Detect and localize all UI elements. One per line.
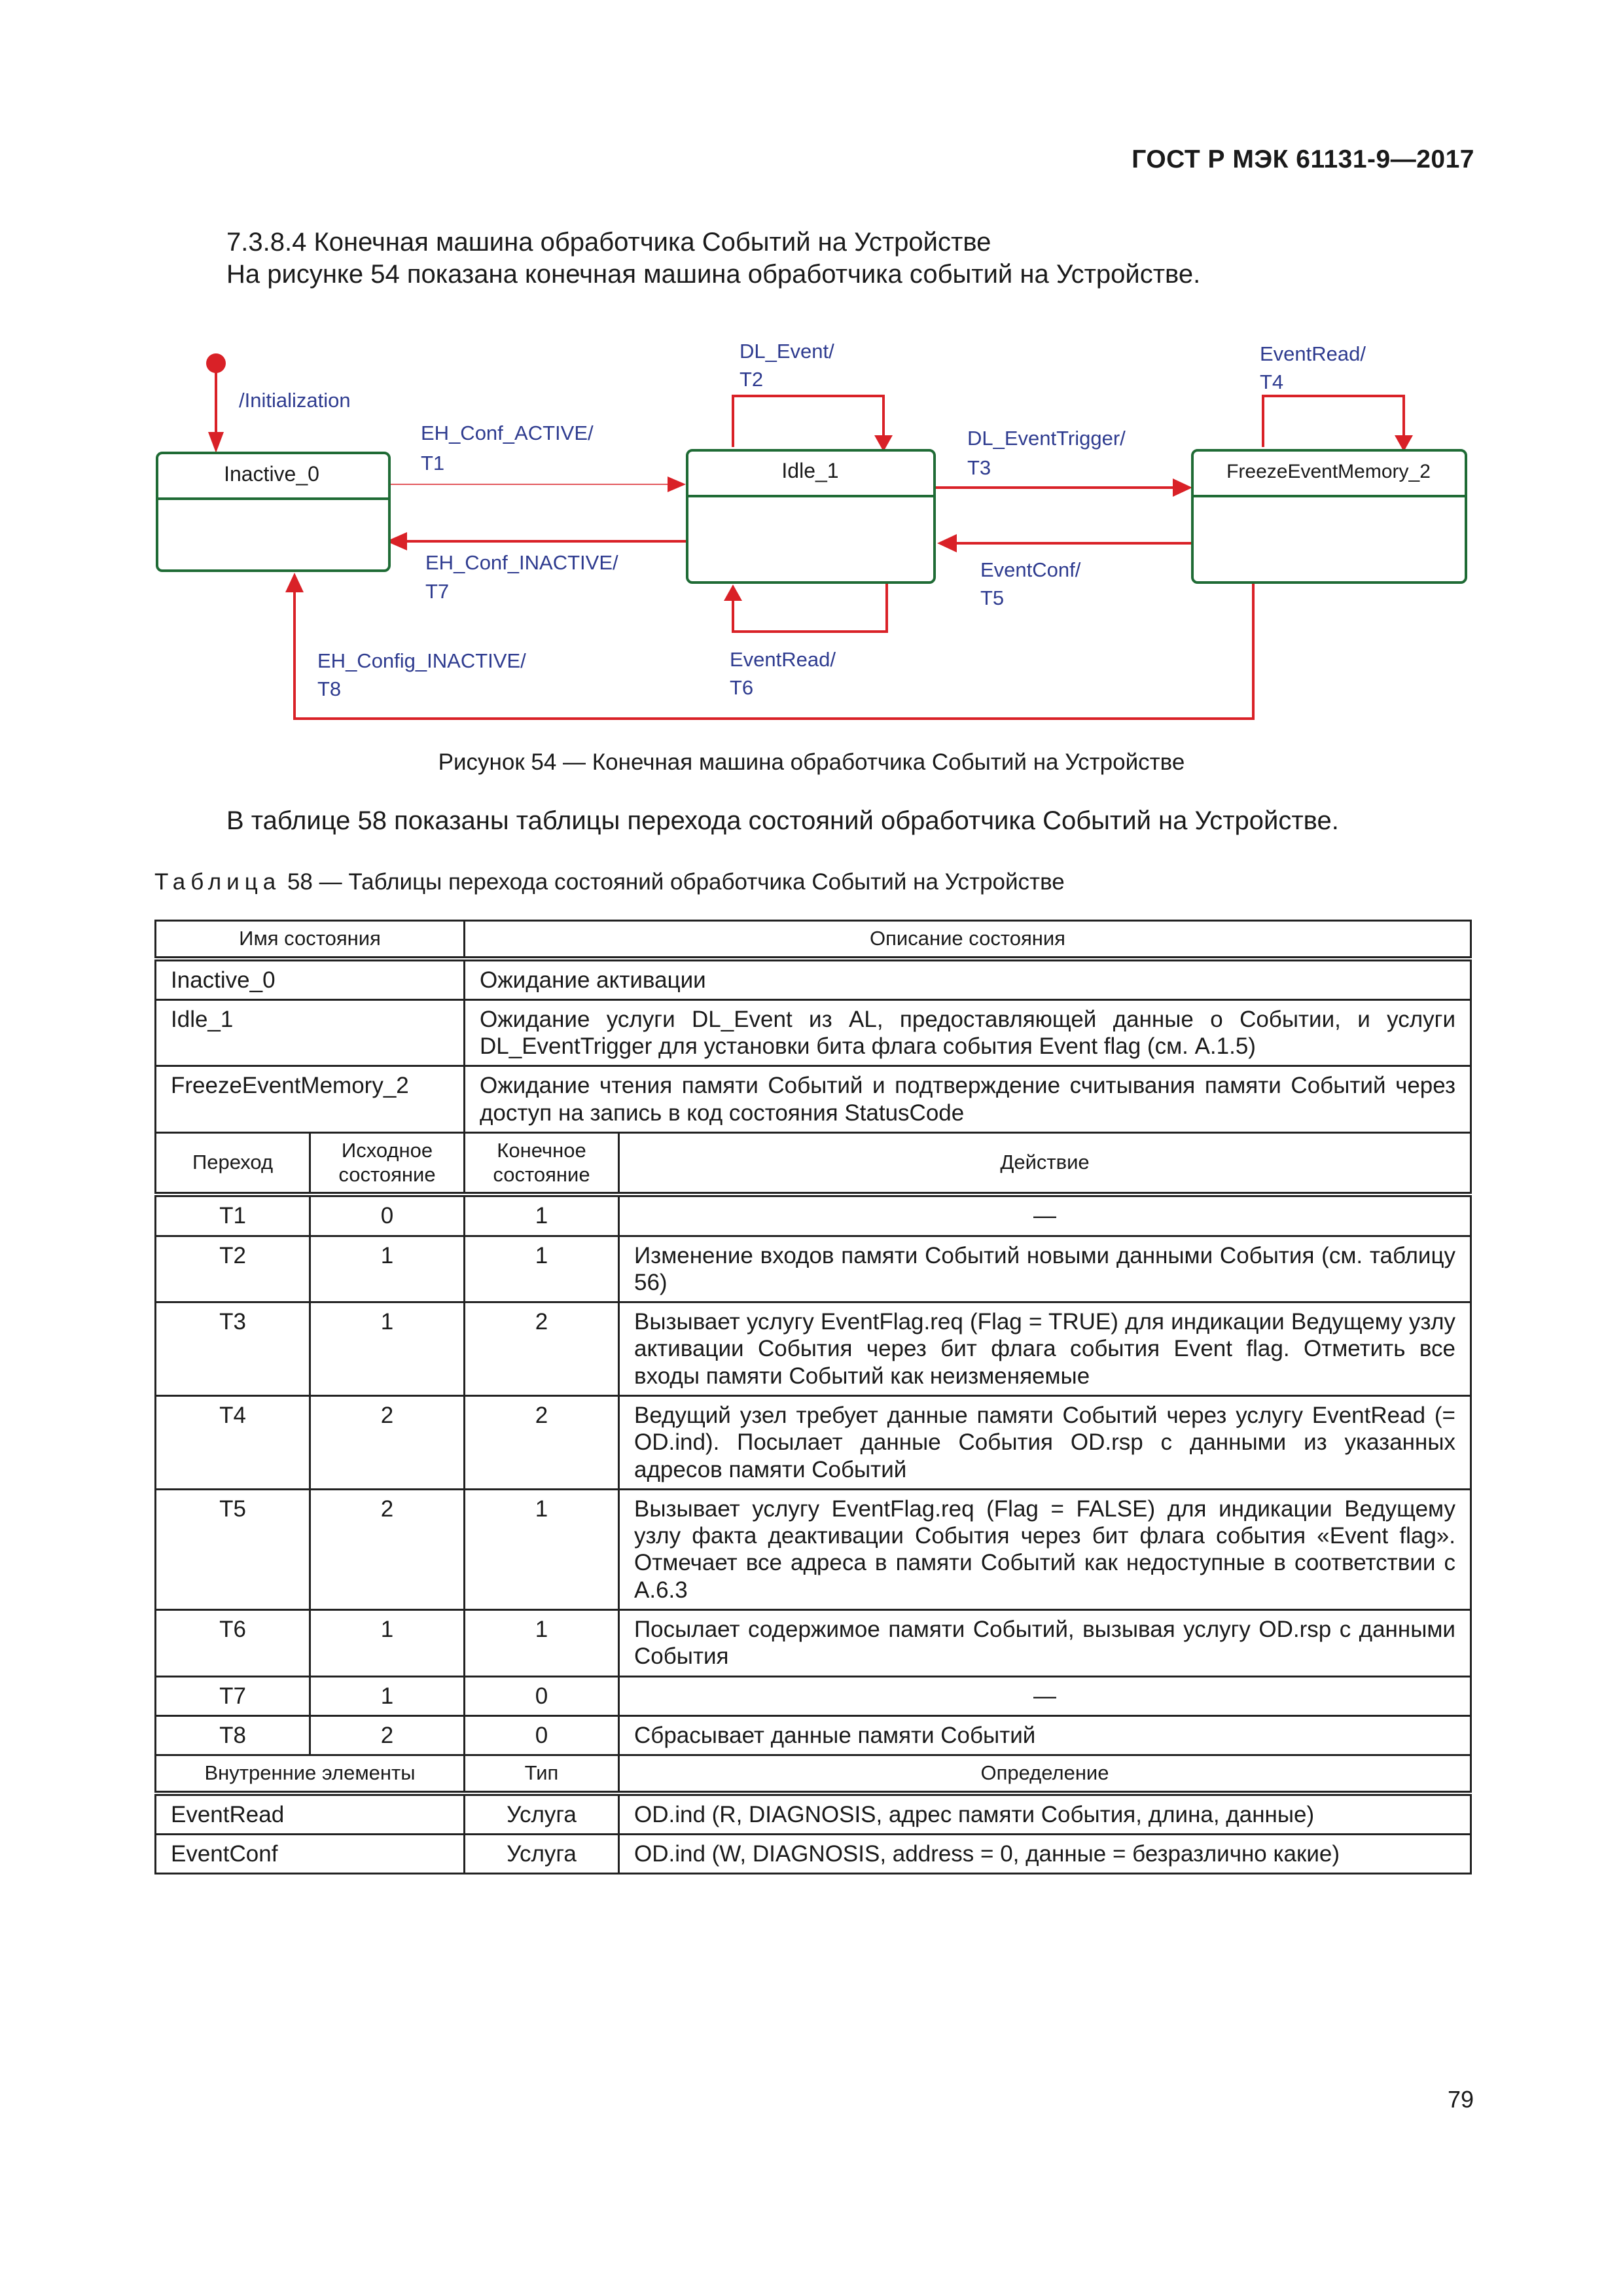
t3-label-b: T3 <box>967 456 991 479</box>
t6-loop <box>733 583 887 632</box>
target-state-cell: 2 <box>465 1396 619 1490</box>
t1-label-b: T1 <box>421 452 445 475</box>
source-state-cell: 1 <box>310 1610 465 1677</box>
transition-id-cell: T2 <box>156 1236 310 1302</box>
action-cell: Ведущий узел требует данные памяти Событий через услугу EventRead (= OD.ind). Посылает данные События OD.rsp с данными из указанных адресов памяти Событий <box>619 1396 1471 1490</box>
t5-label-b: T5 <box>980 586 1005 609</box>
t2-label-b: T2 <box>740 368 764 391</box>
transition-header-row <box>156 1133 1471 1195</box>
target-state-cell: 1 <box>465 1610 619 1677</box>
init-arrowhead <box>208 432 224 453</box>
table-intro-paragraph: В таблице 58 показаны таблицы перехода состояний обработчика Событий на Устройстве. <box>226 806 1339 835</box>
t7-label-a: EH_Conf_INACTIVE/ <box>425 551 618 574</box>
t4-loop <box>1263 396 1404 447</box>
target-state-cell: 2 <box>465 1302 619 1396</box>
target-state-cell: 1 <box>465 1194 619 1236</box>
table-caption-text: 58 — Таблицы перехода состояний обработчика Событий на Устройстве <box>287 869 1065 895</box>
table-row <box>156 1715 1471 1755</box>
state-description-cell: Ожидание чтения памяти Событий и подтверждение считывания памяти Событий через доступ на запись в код состояния StatusCode <box>465 1066 1471 1133</box>
table-header-row <box>156 921 1471 959</box>
header-definition: Определение <box>619 1755 1471 1793</box>
action-cell: Вызывает услугу EventFlag.req (Flag = TRUE) для индикации Ведущему узлу активации События через бит флага события Event flag. Отметить все входы памяти Событий как неизменяемые <box>619 1302 1471 1396</box>
t8-arrowhead <box>285 573 304 592</box>
t2-label-a: DL_Event/ <box>740 340 834 363</box>
source-state-cell: 0 <box>310 1194 465 1236</box>
page-number: 79 <box>1447 2086 1474 2113</box>
section-heading: 7.3.8.4 Конечная машина обработчика Событий на Устройстве <box>226 228 991 257</box>
action-cell: Изменение входов памяти Событий новыми данными События (см. таблицу 56) <box>619 1236 1471 1302</box>
state-name-cell: Idle_1 <box>156 999 465 1066</box>
table-row <box>156 1194 1471 1236</box>
initial-state-dot <box>206 353 226 373</box>
internal-element-cell: EventConf <box>156 1835 465 1874</box>
state-description-cell: Ожидание услуги DL_Event из AL, предоставляющей данные о Событии, и услуги DL_EventTrigger для установки бита флага события Event flag (см. A.1.5) <box>465 999 1471 1066</box>
t1-label-a: EH_Conf_ACTIVE/ <box>421 422 594 444</box>
table-caption-word: Таблица <box>154 869 281 895</box>
source-state-cell: 1 <box>310 1236 465 1302</box>
transition-id-cell: T4 <box>156 1396 310 1490</box>
header-transition: Переход <box>156 1133 310 1195</box>
action-cell: — <box>619 1676 1471 1715</box>
header-state-description: Описание состояния <box>465 921 1471 959</box>
header-source-state: Исходное состояние <box>310 1133 465 1195</box>
internal-definition-cell: OD.ind (R, DIAGNOSIS, адрес памяти События, длина, данные) <box>619 1793 1471 1835</box>
t6-arrowhead <box>724 584 742 601</box>
table-row <box>156 999 1471 1066</box>
table-caption <box>154 869 1065 895</box>
state-label-freeze: FreezeEventMemory_2 <box>1226 461 1431 482</box>
state-label-inactive: Inactive_0 <box>224 462 319 486</box>
target-state-cell: 0 <box>465 1676 619 1715</box>
state-label-idle: Idle_1 <box>781 459 839 482</box>
internal-element-cell: EventRead <box>156 1793 465 1835</box>
t4-label-a: EventRead/ <box>1260 342 1366 365</box>
table-row <box>156 1489 1471 1609</box>
state-name-cell: Inactive_0 <box>156 959 465 1000</box>
t3-label-a: DL_EventTrigger/ <box>967 427 1126 450</box>
t1-arrowhead <box>668 476 686 492</box>
header-action: Действие <box>619 1133 1471 1195</box>
internal-type-cell: Услуга <box>465 1835 619 1874</box>
table-row <box>156 1610 1471 1677</box>
t7-label-b: T7 <box>425 580 450 603</box>
header-type: Тип <box>465 1755 619 1793</box>
target-state-cell: 0 <box>465 1715 619 1755</box>
action-cell: Посылает содержимое памяти Событий, вызывая услугу OD.rsp с данными События <box>619 1610 1471 1677</box>
action-cell: Вызывает услугу EventFlag.req (Flag = FALSE) для индикации Ведущему узлу факта деактивации События через бит флага события «Event flag». Отмечает все адреса в памяти Событий как недоступные в соответствии с A.6.3 <box>619 1489 1471 1609</box>
table-row <box>156 1066 1471 1133</box>
target-state-cell: 1 <box>465 1489 619 1609</box>
table-row <box>156 1236 1471 1302</box>
transition-id-cell: T3 <box>156 1302 310 1396</box>
source-state-cell: 2 <box>310 1715 465 1755</box>
transition-id-cell: T6 <box>156 1610 310 1677</box>
t8-label-a: EH_Config_INACTIVE/ <box>317 649 526 672</box>
table-row <box>156 959 1471 1000</box>
t5-label-a: EventConf/ <box>980 558 1081 581</box>
transition-id-cell: T7 <box>156 1676 310 1715</box>
t8-label-b: T8 <box>317 677 342 700</box>
header-target-state: Конечное состояние <box>465 1133 619 1195</box>
state-description-cell: Ожидание активации <box>465 959 1471 1000</box>
state-transition-table <box>154 920 1472 1874</box>
figure-caption: Рисунок 54 — Конечная машина обработчика Событий на Устройстве <box>438 749 1185 775</box>
document-header: ГОСТ Р МЭК 61131-9—2017 <box>1132 145 1474 173</box>
table-row <box>156 1396 1471 1490</box>
table-row <box>156 1302 1471 1396</box>
t6-label-a: EventRead/ <box>730 648 836 671</box>
header-state-name: Имя состояния <box>156 921 465 959</box>
internal-type-cell: Услуга <box>465 1793 619 1835</box>
table-row <box>156 1676 1471 1715</box>
table-row <box>156 1793 1471 1835</box>
internal-header-row <box>156 1755 1471 1793</box>
source-state-cell: 1 <box>310 1676 465 1715</box>
state-machine-diagram <box>0 0 1623 785</box>
source-state-cell: 1 <box>310 1302 465 1396</box>
header-internal-element: Внутренние элементы <box>156 1755 465 1793</box>
transition-id-cell: T8 <box>156 1715 310 1755</box>
table-row <box>156 1835 1471 1874</box>
transition-id-cell: T1 <box>156 1194 310 1236</box>
intro-paragraph: На рисунке 54 показана конечная машина обработчика событий на Устройстве. <box>226 260 1201 289</box>
t2-loop <box>733 396 883 447</box>
init-label: /Initialization <box>239 389 351 412</box>
t3-arrowhead <box>1173 478 1192 497</box>
action-cell: — <box>619 1194 1471 1236</box>
action-cell: Сбрасывает данные памяти Событий <box>619 1715 1471 1755</box>
target-state-cell: 1 <box>465 1236 619 1302</box>
internal-definition-cell: OD.ind (W, DIAGNOSIS, address = 0, данные = безразлично какие) <box>619 1835 1471 1874</box>
t4-label-b: T4 <box>1260 370 1284 393</box>
t6-label-b: T6 <box>730 676 754 699</box>
source-state-cell: 2 <box>310 1489 465 1609</box>
transition-id-cell: T5 <box>156 1489 310 1609</box>
source-state-cell: 2 <box>310 1396 465 1490</box>
state-name-cell: FreezeEventMemory_2 <box>156 1066 465 1133</box>
t5-arrowhead <box>937 534 957 552</box>
